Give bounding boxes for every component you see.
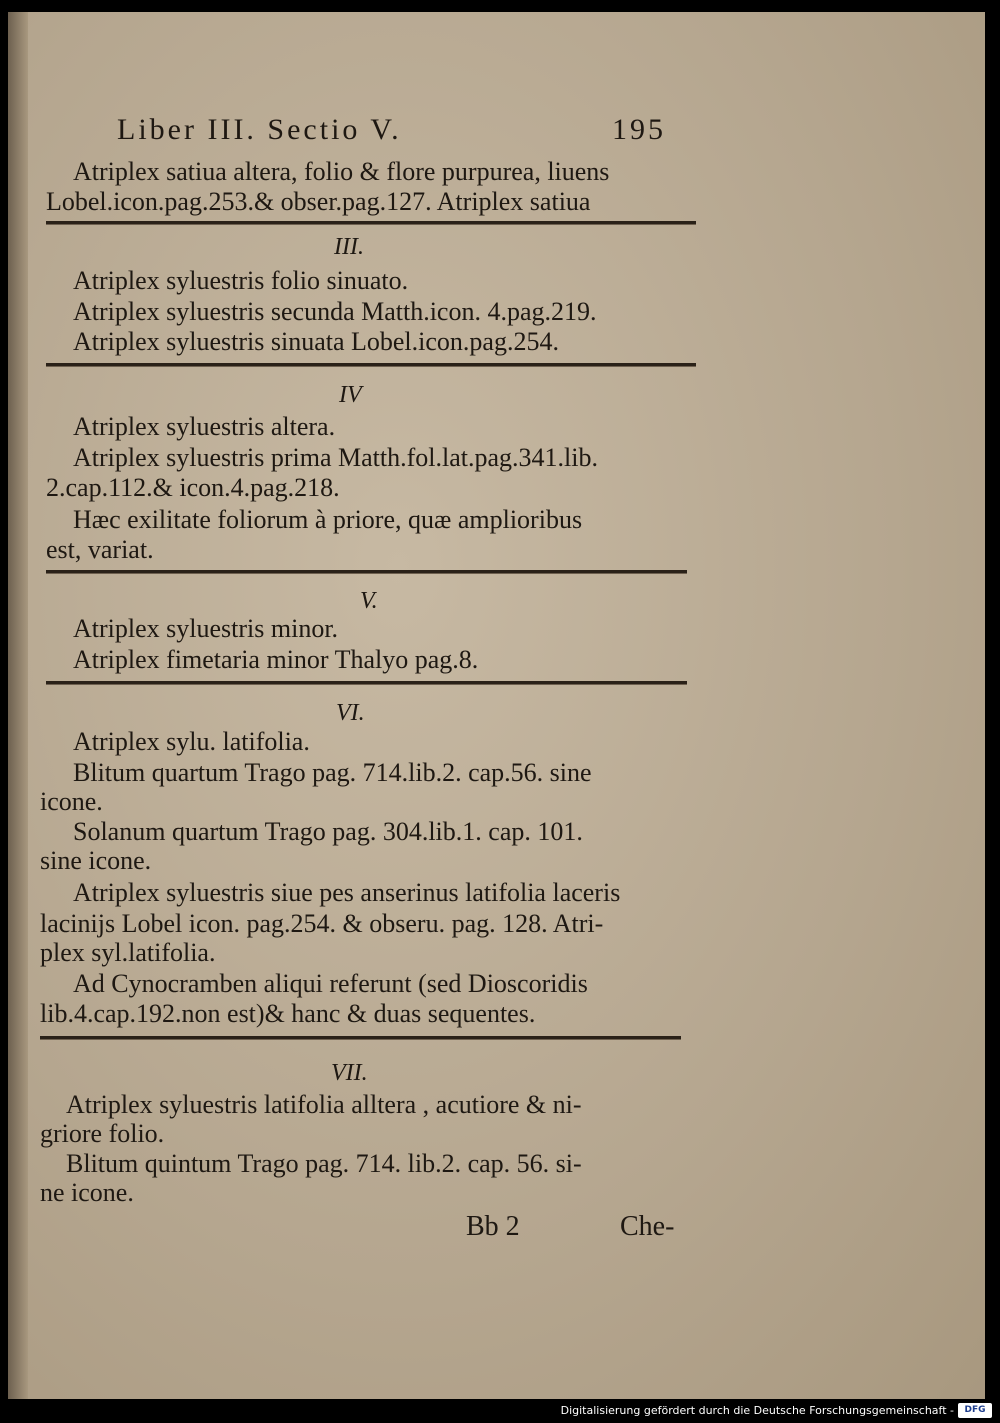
text-line: Atriplex syluestris sinuata Lobel.icon.pag.254. [73, 327, 559, 356]
text-line: Atriplex syluestris minor. [73, 614, 339, 643]
text-line: Blitum quintum Trago pag. 714. lib.2. cap. 56. si- [66, 1149, 582, 1178]
text-line: Hæc exilitate foliorum à priore, quæ amplioribus [73, 505, 583, 534]
text-line: est, variat. [46, 535, 154, 564]
text-line: griore folio. [40, 1119, 165, 1148]
digitization-footer [0, 1399, 1000, 1423]
signature-mark: Bb 2 [466, 1211, 520, 1242]
section-rule [46, 570, 687, 574]
section-rule [40, 1036, 681, 1040]
text-line: Atriplex syluestris siue pes anserinus latifolia laceris [73, 878, 621, 907]
text-line: Blitum quartum Trago pag. 714.lib.2. cap.56. sine [73, 758, 592, 787]
text-line: lacinijs Lobel icon. pag.254. & obseru. pag. 128. Atri- [40, 909, 604, 938]
text-line: Atriplex satiua altera, folio & flore purpurea, liuens [73, 157, 610, 186]
section-number-6: VI. [336, 700, 365, 726]
dfg-logo-icon: DFG [958, 1403, 992, 1418]
text-line: Atriplex syluestris folio sinuato. [73, 266, 409, 295]
text-line: Atriplex fimetaria minor Thalyo pag.8. [73, 645, 479, 674]
text-line: sine icone. [40, 846, 152, 875]
text-line: plex syl.latifolia. [40, 938, 216, 967]
text-line: 2.cap.112.& icon.4.pag.218. [46, 473, 340, 502]
text-line: Atriplex syluestris prima Matth.fol.lat.pag.341.lib. [73, 443, 598, 472]
text-line: lib.4.cap.192.non est)& hanc & duas sequentes. [40, 999, 536, 1028]
section-rule [46, 363, 696, 367]
page-number: 195 [612, 113, 666, 146]
section-rule [46, 221, 696, 225]
section-rule [46, 681, 687, 685]
section-number-7: VII. [331, 1060, 368, 1086]
text-line: Solanum quartum Trago pag. 304.lib.1. cap. 101. [73, 817, 583, 846]
text-line: Atriplex syluestris latifolia alltera , acutiore & ni- [66, 1090, 582, 1119]
text-line: Ad Cynocramben aliqui referunt (sed Dioscoridis [73, 969, 588, 998]
text-line: Atriplex sylu. latifolia. [73, 727, 310, 756]
text-line: Lobel.icon.pag.253.& obser.pag.127. Atriplex satiua [46, 187, 591, 216]
text-line: ne icone. [40, 1178, 134, 1207]
catchword: Che- [620, 1211, 675, 1242]
text-line: Atriplex syluestris secunda Matth.icon. 4.pag.219. [73, 297, 597, 326]
section-number-5: V. [360, 588, 378, 614]
running-title: Liber III. Sectio V. [117, 113, 402, 146]
text-line: icone. [40, 787, 103, 816]
section-number-4: IV [339, 382, 362, 408]
text-line: Atriplex syluestris altera. [73, 412, 336, 441]
section-number-3: III. [334, 234, 364, 260]
footer-credit: Digitalisierung gefördert durch die Deutsche Forschungsgemeinschaft - [560, 1404, 954, 1417]
